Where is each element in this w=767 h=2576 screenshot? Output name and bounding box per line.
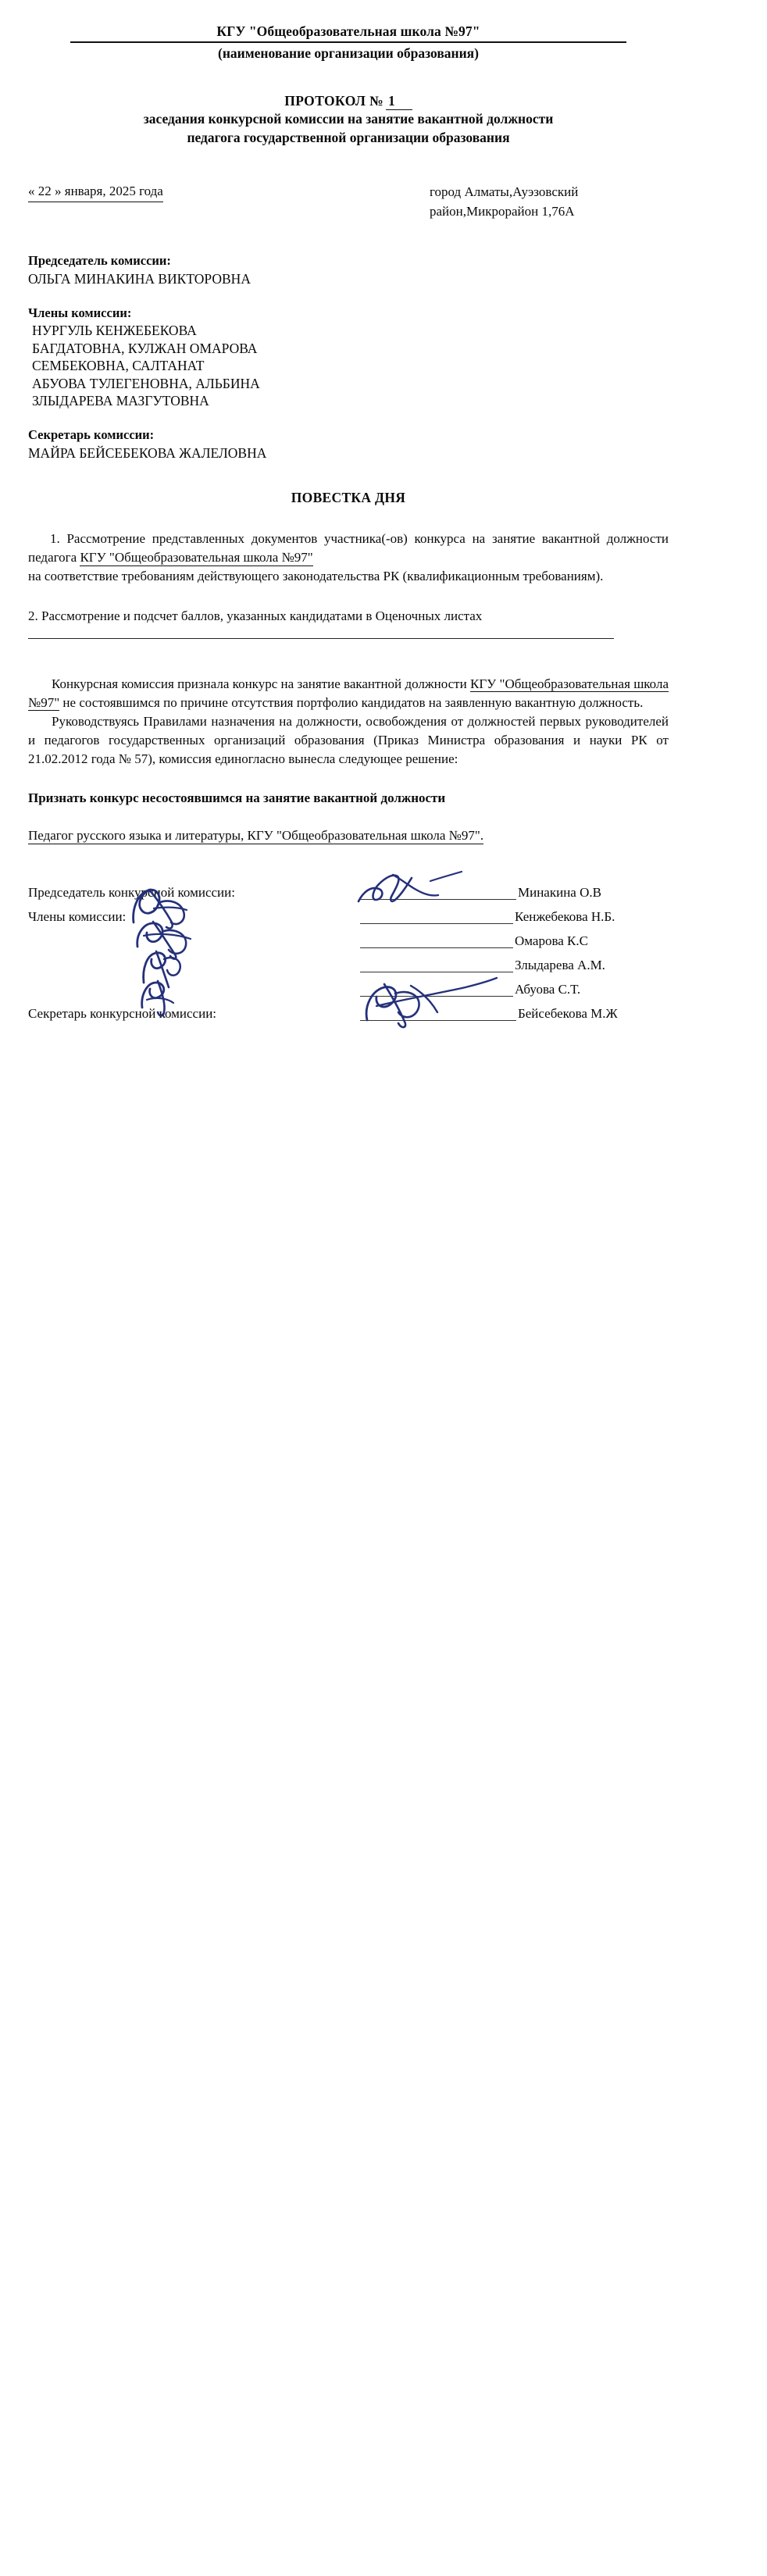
secretary-name: МАЙРА БЕЙСЕБЕКОВА ЖАЛЕЛОВНА	[28, 444, 267, 461]
signature-row-member-2	[28, 926, 669, 951]
member-name-line: БАГДАТОВНА, КУЛЖАН ОМАРОВА	[32, 340, 258, 356]
decision-paragraph-1	[28, 675, 669, 712]
agenda-item-2: 2. Рассмотрение и подсчет баллов, указанных кандидатами в Оценочных листах	[28, 608, 483, 623]
protocol-number: 1	[386, 93, 412, 110]
organization-header	[28, 23, 669, 62]
vacant-position: Педагог русского языка и литературы, КГУ "Общеобразовательная школа №97".	[28, 828, 484, 844]
date-place-row	[28, 183, 669, 221]
secretary-signature-rule	[360, 1020, 516, 1021]
member-name-line: ЗЛЫДАРЕВА МАЗГУТОВНА	[32, 393, 209, 409]
members-names	[28, 322, 669, 409]
signature-row-secretary	[28, 999, 669, 1023]
decision-p1-text-b: не состоявшимся по причине отсутствия портфолио кандидатов на заявленную вакантную должность.	[59, 694, 644, 710]
protocol-subtitle-line-1: заседания конкурсной комиссии на занятие вакантной должности	[143, 111, 554, 127]
chair-names	[28, 270, 669, 287]
meeting-place-line-2: район,Микрорайон 1,76А	[430, 203, 575, 219]
member-2-signature-name: Омарова К.С	[515, 933, 588, 948]
decision-paragraph-2: Руководствуясь Правилами назначения на должности, освобождения от должностей первых руководителей и педагогов государственных организаций образования (Приказ Министра образования и науки РК от 21.02.2012 года № 57), комиссия единогласно вынесла следующее решение:	[28, 713, 669, 767]
protocol-number-line	[28, 92, 669, 110]
members-signature-label: Члены комиссии:	[28, 908, 127, 924]
chair-group	[28, 252, 669, 287]
chair-signature-label: Председатель конкурсной комиссии:	[28, 884, 235, 900]
protocol-label: ПРОТОКОЛ №	[284, 93, 384, 109]
chair-signature-rule	[360, 899, 516, 900]
document-body	[28, 0, 669, 1023]
agenda-items	[28, 530, 669, 639]
organization-caption: (наименование организации образования)	[218, 45, 479, 62]
signature-row-member-1	[28, 902, 669, 926]
member-1-signature-name: Кенжебекова Н.Б.	[515, 908, 615, 924]
secretary-names	[28, 444, 669, 462]
meeting-place	[430, 183, 640, 221]
signature-row-member-4	[28, 975, 669, 999]
agenda-item-1	[28, 530, 669, 586]
chair-title: Председатель комиссии:	[28, 253, 171, 269]
secretary-title: Секретарь комиссии:	[28, 427, 155, 443]
member-3-signature-name: Злыдарева А.М.	[515, 957, 605, 972]
protocol-title-block	[28, 92, 669, 147]
chair-name: ОЛЬГА МИНАКИНА ВИКТОРОВНА	[28, 270, 251, 287]
member-name-line: НУРГУЛЬ КЕНЖЕБЕКОВА	[32, 323, 197, 339]
vacant-position-line	[28, 826, 669, 845]
commission-roles	[28, 252, 669, 462]
chair-signature-name: Минакина О.В	[518, 884, 601, 900]
secretary-signature-label: Секретарь конкурсной комиссии:	[28, 1005, 217, 1021]
agenda-item-1-school: КГУ "Общеобразовательная школа №97"	[80, 550, 313, 566]
secretary-signature-name: Бейсебекова М.Ж	[518, 1005, 618, 1021]
meeting-place-line-1: город Алматы,Ауэзовский	[430, 184, 579, 199]
decision-p1-text-a: Конкурсная комиссия признала конкурс на занятие вакантной должности	[52, 676, 470, 691]
member-2-signature-rule	[360, 947, 513, 948]
agenda-separator-rule	[28, 638, 614, 639]
member-4-signature-name: Абуова С.Т.	[515, 981, 581, 997]
signature-row-member-3	[28, 951, 669, 975]
signature-block	[28, 878, 669, 1023]
decision-body	[28, 675, 669, 845]
member-name-line: АБУОВА ТУЛЕГЕНОВНА, АЛЬБИНА	[32, 375, 260, 391]
decision-p1-school: КГУ "Общеобразовательная школа №97"	[28, 676, 669, 710]
signature-row-chair	[28, 878, 669, 902]
member-name-line: СЕМБЕКОВНА, САЛТАНАТ	[32, 358, 205, 374]
member-1-signature-rule	[360, 923, 513, 924]
meeting-date: « 22 » января, 2025 года	[28, 183, 163, 202]
member-4-signature-rule	[360, 996, 513, 997]
agenda-heading: ПОВЕСТКА ДНЯ	[291, 490, 406, 506]
members-group	[28, 305, 669, 409]
resolution-statement: Признать конкурс несостоявшимся на занятие вакантной должности	[28, 790, 446, 806]
protocol-subtitle-line-2: педагога государственной организации образования	[187, 129, 510, 145]
organization-name: КГУ "Общеобразовательная школа №97"	[70, 23, 626, 43]
members-title: Члены комиссии:	[28, 305, 132, 320]
secretary-group	[28, 426, 669, 462]
agenda-item-1-text-b: на соответствие требованиям действующего законодательства РК (квалификационным требованиям).	[28, 569, 604, 584]
agenda-item-1-text-a: 1. Рассмотрение представленных документов участника(-ов) конкурса на занятие вакантной должности педагога	[28, 531, 669, 566]
